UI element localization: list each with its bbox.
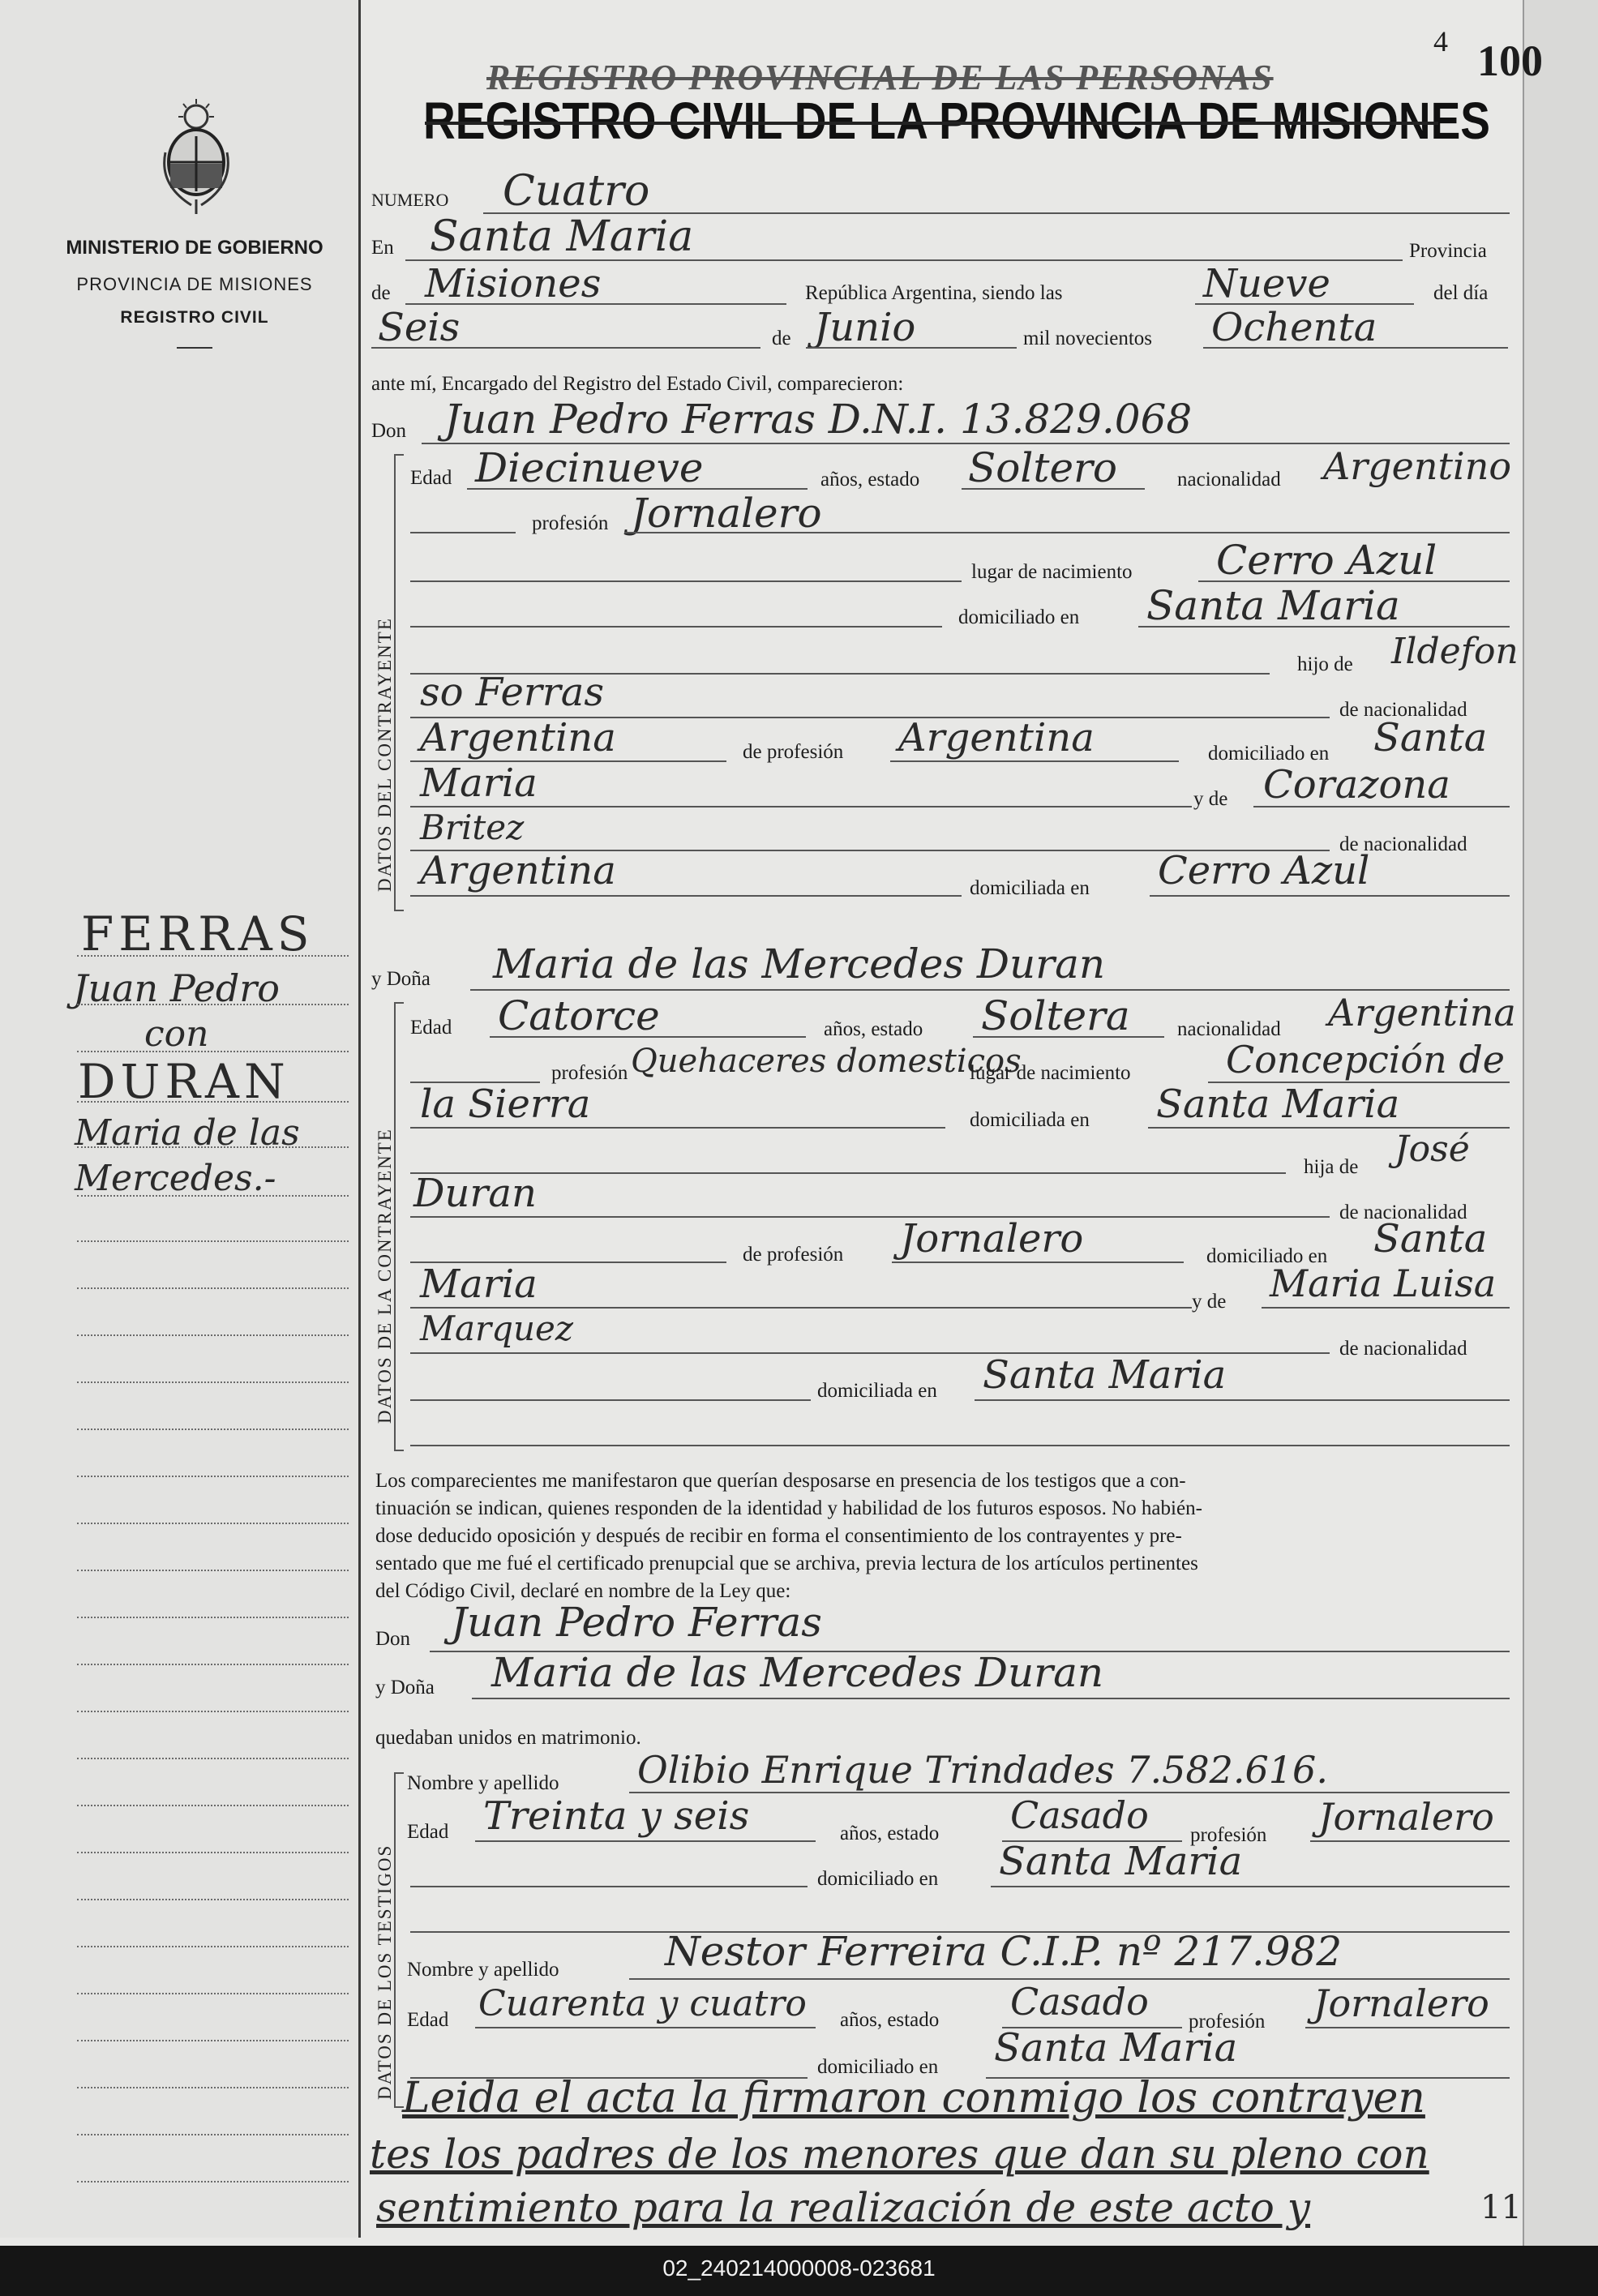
- margin-dotline: [77, 2134, 349, 2135]
- value-decl-don: Juan Pedro Ferras: [451, 1599, 822, 1646]
- label-lugar-nacimiento-2: lugar de nacimiento: [970, 1062, 1131, 1084]
- field-line: [410, 1127, 945, 1129]
- page-title: REGISTRO CIVIL DE LA PROVINCIA DE MISIONES: [423, 92, 1491, 150]
- margin-dotline: [77, 1476, 349, 1477]
- value-testigo1-estado: Casado: [1010, 1793, 1149, 1837]
- label-de-nacionalidad-3: de nacionalidad: [1339, 1202, 1467, 1223]
- label-numero: NUMERO: [371, 190, 449, 210]
- label-anos-estado-3: años, estado: [840, 1823, 940, 1844]
- paragraph-line: del Código Civil, declaré en nombre de la Ley que:: [375, 1580, 791, 1602]
- paragraph-line: sentado que me fué el certificado prenupcial que se archiva, previa lectura de los artículos pertinentes: [375, 1553, 1198, 1574]
- value-decl-dona: Maria de las Mercedes Duran: [491, 1649, 1104, 1696]
- right-edge-strip: [1523, 0, 1598, 2246]
- margin-dotline: [77, 1287, 349, 1289]
- page-number-small: 4: [1433, 25, 1448, 58]
- closing-line-1: Leida el acta la firmaron conmigo los contrayen: [402, 2074, 1425, 2123]
- value-novio-padre-a: Ildefon: [1391, 631, 1519, 672]
- value-testigo1-nombre: Olibio Enrique Trindades 7.582.616.: [637, 1748, 1328, 1792]
- label-don-2: Don: [375, 1628, 411, 1650]
- field-line: [405, 303, 786, 305]
- field-line: [892, 1262, 1184, 1263]
- label-edad-4: Edad: [407, 2009, 449, 2031]
- struck-old-title: REGISTRO PROVINCIAL DE LAS PERSONAS: [486, 58, 1274, 97]
- field-line: [472, 1698, 1510, 1699]
- label-domiciliada-en: domiciliada en: [970, 877, 1090, 899]
- label-del-dia: del día: [1433, 282, 1489, 304]
- value-novia-estado: Soltera: [981, 992, 1130, 1039]
- margin-dotline: [77, 2181, 349, 2182]
- value-novia-lugar-nac-b: la Sierra: [420, 1082, 591, 1127]
- label-y-dona: y Doña: [371, 968, 431, 990]
- field-line: [1262, 1307, 1510, 1309]
- margin-dotline: [77, 1852, 349, 1853]
- field-line: [624, 532, 1510, 533]
- value-novio-estado: Soltero: [968, 444, 1118, 491]
- margin-surname-bride: DURAN: [78, 1054, 290, 1109]
- margin-dotline: [77, 1004, 349, 1005]
- value-novia-madre-b: Marquez: [420, 1309, 574, 1348]
- margin-dotline: [77, 1429, 349, 1430]
- margin-dotline: [77, 1617, 349, 1618]
- value-testigo2-profesion: Jornalero: [1313, 1981, 1489, 2025]
- value-novio-madre-a: Corazona: [1263, 762, 1450, 807]
- label-nacionalidad-2: nacionalidad: [1177, 1018, 1281, 1040]
- field-line: [475, 1840, 816, 1842]
- label-profesion-4: profesión: [1189, 2011, 1266, 2033]
- field-line: [1138, 626, 1510, 628]
- margin-dotline: [77, 1051, 349, 1052]
- value-testigo1-edad: Treinta y seis: [483, 1793, 750, 1839]
- field-line: [806, 347, 1017, 349]
- margin-dotline: [77, 1711, 349, 1712]
- closing-line-2: tes los padres de los menores que dan su pleno con: [370, 2131, 1429, 2178]
- value-novio-domicilio: Santa Maria: [1146, 582, 1400, 629]
- label-nombre-apellido: Nombre y apellido: [407, 1772, 559, 1794]
- side-label-groom: DATOS DEL CONTRAYENTE: [375, 617, 395, 892]
- field-line: [890, 760, 1179, 762]
- label-edad-2: Edad: [410, 1017, 452, 1039]
- label-de-nacionalidad: de nacionalidad: [1339, 699, 1467, 721]
- label-nacionalidad: nacionalidad: [1177, 469, 1281, 490]
- page-mark: 11: [1480, 2189, 1522, 2226]
- label-lugar-nacimiento: lugar de nacimiento: [971, 561, 1133, 583]
- ministry-divider: [177, 347, 212, 349]
- label-de: de: [371, 282, 391, 304]
- label-quedaban: quedaban unidos en matrimonio.: [375, 1727, 641, 1749]
- margin-dotline: [77, 1946, 349, 1947]
- field-line: [475, 2027, 816, 2028]
- value-novio-madre-b: Britez: [420, 807, 525, 847]
- field-line: [371, 347, 760, 349]
- coat-of-arms-icon: [159, 96, 233, 217]
- margin-dotline: [77, 1101, 349, 1103]
- margin-dotline: [77, 1993, 349, 1994]
- value-testigo2-edad: Cuarenta y cuatro: [478, 1983, 807, 2024]
- field-line: [1305, 2027, 1510, 2028]
- value-hora: Nueve: [1203, 261, 1330, 306]
- value-novio-madre-dom: Cerro Azul: [1158, 848, 1370, 893]
- value-novia-profesion: Quehaceres domesticos: [631, 1043, 1022, 1080]
- value-novio-madre-nac: Argentina: [420, 848, 616, 893]
- value-novio-padre-prof: Argentina: [898, 715, 1095, 760]
- margin-dotline: [77, 1523, 349, 1524]
- label-y-de: y de: [1193, 788, 1228, 810]
- value-novio-nombre: Juan Pedro Ferras D.N.I. 13.829.068: [444, 396, 1193, 443]
- label-anos-estado-4: años, estado: [840, 2009, 940, 2031]
- margin-dotline: [77, 955, 349, 957]
- label-hija-de: hija de: [1304, 1156, 1359, 1178]
- field-line: [1203, 347, 1508, 349]
- margin-surname-groom: FERRAS: [81, 906, 315, 962]
- ministry-registry: REGISTRO CIVIL: [120, 308, 269, 327]
- margin-dotline: [77, 1805, 349, 1806]
- declaration-paragraph: [375, 1467, 1510, 1605]
- value-lugar: Santa Maria: [430, 212, 694, 261]
- margin-name-groom: Juan Pedro: [73, 966, 280, 1010]
- value-numero: Cuatro: [503, 167, 650, 216]
- margin-dotline: [77, 1664, 349, 1665]
- field-line: [1150, 895, 1510, 897]
- label-ante-mi: ante mí, Encargado del Registro del Estado Civil, comparecieron:: [371, 373, 904, 395]
- value-anio: Ochenta: [1211, 305, 1377, 350]
- value-dia: Seis: [378, 305, 461, 350]
- value-novio-padre-dom-a: Santa: [1373, 715, 1488, 760]
- field-line: [410, 626, 942, 628]
- value-novia-lugar-nac-a: Concepción de: [1226, 1038, 1506, 1082]
- margin-dotline: [77, 1146, 349, 1148]
- label-de-nacionalidad-4: de nacionalidad: [1339, 1338, 1467, 1360]
- value-novio-nacionalidad: Argentino: [1323, 444, 1512, 488]
- label-don: Don: [371, 420, 407, 442]
- label-en: En: [371, 237, 394, 259]
- margin-dotline: [77, 1899, 349, 1900]
- ministry-name: MINISTERIO DE GOBIERNO: [66, 237, 323, 259]
- value-novia-padre-b: Duran: [413, 1171, 537, 1216]
- closing-line-3: sentimiento para la realización de este acto y: [376, 2184, 1311, 2231]
- label-profesion-2: profesión: [551, 1062, 628, 1084]
- value-novia-nombre: Maria de las Mercedes Duran: [493, 940, 1106, 987]
- field-line: [490, 1036, 806, 1038]
- value-novia-madre-dom: Santa Maria: [983, 1352, 1227, 1398]
- label-y-dona-2: y Doña: [375, 1677, 435, 1698]
- margin-dotline: [77, 2040, 349, 2041]
- label-domiciliada-en-3: domiciliada en: [817, 1380, 937, 1402]
- field-line: [973, 1036, 1164, 1038]
- label-domiciliado-en-2: domiciliado en: [1208, 743, 1330, 765]
- label-nombre-apellido-2: Nombre y apellido: [407, 1959, 559, 1981]
- field-line: [410, 1886, 808, 1887]
- field-line: [410, 532, 516, 533]
- field-line: [410, 580, 962, 582]
- label-de-mes: de: [772, 328, 791, 349]
- value-mes: Junio: [814, 305, 916, 350]
- value-testigo1-profesion: Jornalero: [1318, 1795, 1494, 1839]
- value-novia-edad: Catorce: [498, 992, 660, 1039]
- margin-dotline: [77, 1381, 349, 1383]
- field-line: [410, 1445, 1510, 1446]
- value-novia-nacionalidad: Argentina: [1328, 991, 1516, 1034]
- scan-id: 02_240214000008-023681: [662, 2255, 936, 2281]
- value-novia-padre-dom-b: Maria: [420, 1262, 538, 1307]
- label-domiciliado-en-5: domiciliado en: [817, 2056, 939, 2078]
- margin-dotline: [77, 1570, 349, 1571]
- value-novia-domicilio: Santa Maria: [1156, 1082, 1400, 1127]
- value-novia-madre-a: Maria Luisa: [1270, 1262, 1497, 1305]
- label-domiciliado-en: domiciliado en: [958, 606, 1080, 628]
- label-domiciliado-en-4: domiciliado en: [817, 1868, 939, 1890]
- field-line: [1310, 1840, 1510, 1842]
- value-provincia: Misiones: [425, 261, 602, 306]
- label-provincia: Provincia: [1409, 240, 1487, 262]
- label-domiciliado-en-3: domiciliado en: [1206, 1245, 1328, 1267]
- label-anos-estado-2: años, estado: [824, 1018, 923, 1040]
- side-label-bride: DATOS DE LA CONTRAYENTE: [375, 1128, 395, 1424]
- margin-con: con: [144, 1013, 209, 1055]
- paragraph-line: dose deducido oposición y después de recibir en forma el consentimiento de los contrayentes y pre-: [375, 1525, 1182, 1547]
- field-line: [410, 1172, 1286, 1174]
- field-line: [975, 1399, 1510, 1401]
- value-testigo1-domicilio: Santa Maria: [999, 1839, 1243, 1884]
- label-de-profesion-2: de profesión: [743, 1244, 844, 1266]
- margin-dotline: [77, 1240, 349, 1242]
- value-novio-profesion: Jornalero: [631, 490, 822, 537]
- label-edad: Edad: [410, 467, 452, 489]
- label-republica: República Argentina, siendo las: [805, 282, 1063, 304]
- paragraph-line: Los comparecientes me manifestaron que querían desposarse en presencia de los testigos que a con-: [375, 1470, 1186, 1492]
- label-mil-novecientos: mil novecientos: [1023, 328, 1152, 349]
- value-novio-padre-b: so Ferras: [420, 670, 605, 715]
- ministry-province: PROVINCIA DE MISIONES: [76, 274, 313, 294]
- field-line: [410, 1399, 811, 1401]
- value-novia-padre-dom-a: Santa: [1373, 1216, 1488, 1262]
- value-novia-padre-prof: Jornalero: [900, 1216, 1084, 1262]
- value-novia-padre-a: José: [1395, 1129, 1470, 1170]
- label-edad-3: Edad: [407, 1821, 449, 1843]
- field-line: [962, 488, 1145, 490]
- label-anos-estado: años, estado: [820, 469, 920, 490]
- value-novio-padre-dom-b: Maria: [420, 760, 538, 806]
- value-novio-padre-nac: Argentina: [420, 715, 616, 760]
- margin-dotline: [77, 2087, 349, 2088]
- label-profesion: profesión: [532, 512, 609, 534]
- margin-dotline: [77, 1195, 349, 1197]
- value-testigo2-nombre: Nestor Ferreira C.I.P. nº 217.982: [665, 1928, 1343, 1975]
- label-y-de-2: y de: [1192, 1291, 1227, 1313]
- label-domiciliada-en-2: domiciliada en: [970, 1109, 1090, 1131]
- title-strike-line: [425, 122, 1438, 125]
- label-hijo-de: hijo de: [1297, 653, 1353, 675]
- value-testigo2-estado: Casado: [1010, 1980, 1149, 2024]
- margin-dotline: [77, 1758, 349, 1759]
- margin-name-bride-2: Mercedes.-: [75, 1158, 276, 1199]
- value-testigo2-domicilio: Santa Maria: [994, 2025, 1238, 2071]
- side-label-witnesses: DATOS DE LOS TESTIGOS: [375, 1844, 395, 2100]
- field-line: [410, 806, 1192, 807]
- page-number-large: 100: [1477, 36, 1543, 85]
- field-line: [410, 895, 962, 897]
- field-line: [410, 1216, 1330, 1218]
- label-profesion-3: profesión: [1190, 1824, 1267, 1846]
- margin-dotline: [77, 1334, 349, 1336]
- value-novio-lugar-nac: Cerro Azul: [1216, 537, 1437, 584]
- label-de-nacionalidad-2: de nacionalidad: [1339, 833, 1467, 855]
- field-line: [991, 1886, 1510, 1887]
- label-de-profesion: de profesión: [743, 741, 844, 763]
- field-line: [1253, 806, 1510, 807]
- margin-name-bride-1: Maria de las: [75, 1112, 300, 1154]
- paragraph-line: tinuación se indican, quienes responden de la identidad y habilidad de los futuros esposos. No habién-: [375, 1497, 1202, 1519]
- value-novio-edad: Diecinueve: [475, 444, 704, 491]
